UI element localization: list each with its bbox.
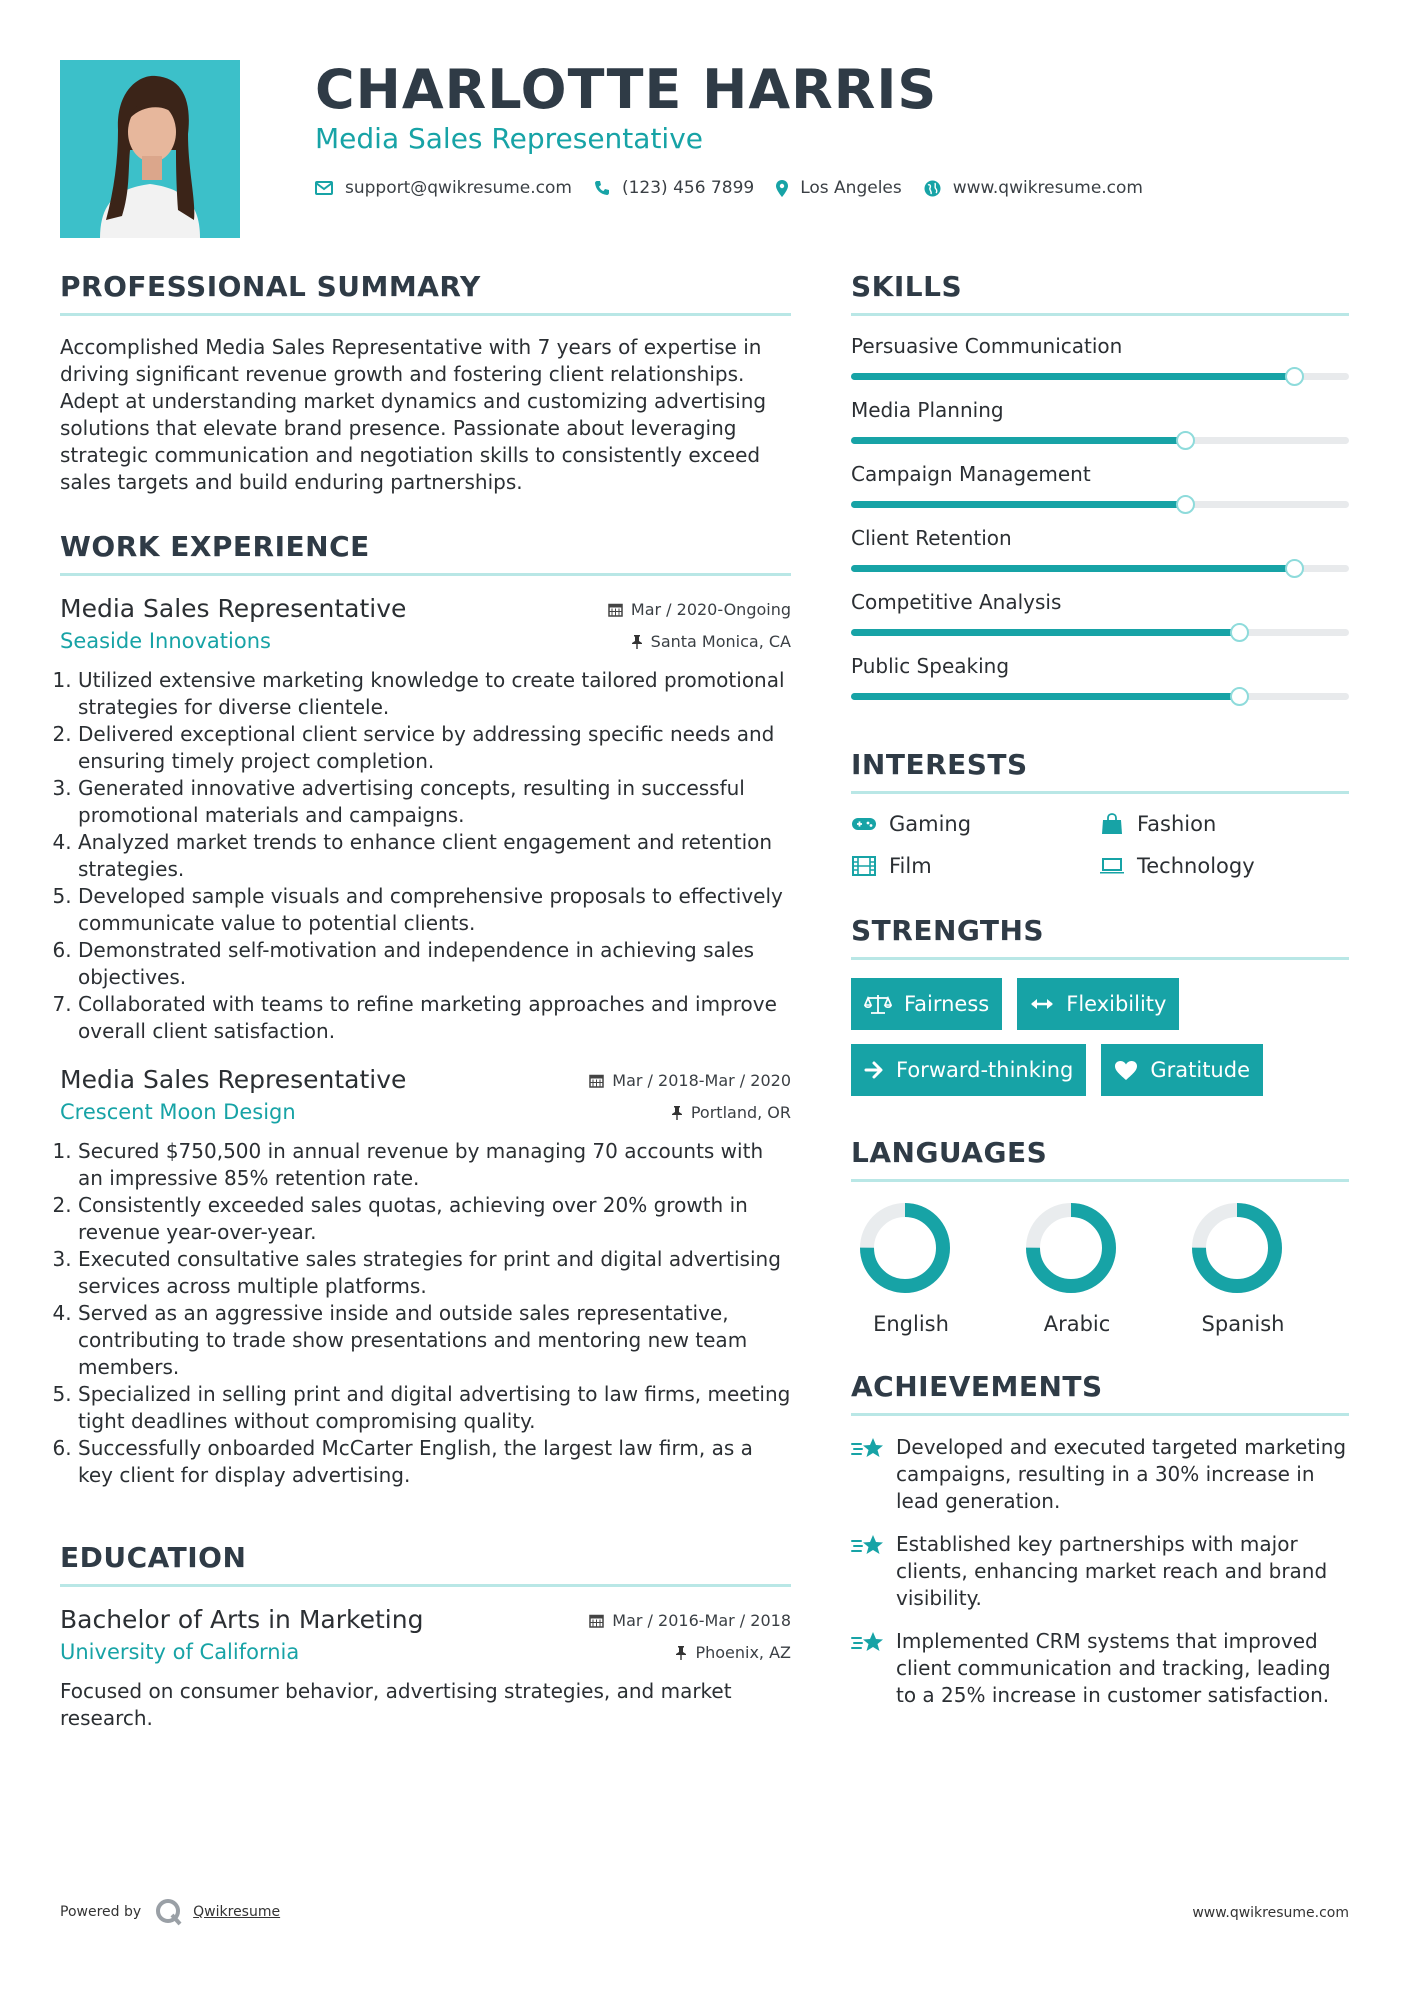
interest-label: Technology (1137, 854, 1255, 878)
achievement-item (851, 1531, 1349, 1612)
duty-item: 2. Delivered exceptional client service by addressing specific needs and ensuring timely project completion. (78, 721, 791, 775)
duty-item: 3. Executed consultative sales strategies for print and digital advertising services across multiple platforms. (78, 1246, 791, 1300)
interest-label: Gaming (889, 812, 972, 836)
skill-fill (851, 373, 1294, 380)
contact-bar (315, 178, 1165, 198)
school-location (675, 1643, 791, 1662)
footer-url[interactable]: www.qwikresume.com (1192, 1905, 1349, 1921)
language-ring (1023, 1200, 1119, 1296)
pin-icon (675, 1645, 687, 1660)
job-location (671, 1103, 791, 1122)
summary-text: Accomplished Media Sales Representative with 7 years of expertise in driving significant revenue growth and fostering client relationships. Adept at understanding market dynamics and customizing advertising solutions that elevate brand presence. Passionate about leveraging strategic communication and negotiation skills to consistently exceed sales targets and build enduring partnerships. (60, 335, 767, 494)
language-ring (1189, 1200, 1285, 1296)
skills-heading: SKILLS (851, 270, 1349, 316)
duty-item: 1. Secured $750,500 in annual revenue by managing 70 accounts with an impressive 85% retention rate. (78, 1138, 791, 1192)
pin-icon (671, 1105, 683, 1120)
qwikresume-logo-icon (155, 1898, 183, 1926)
job-location-text: Santa Monica, CA (650, 631, 791, 651)
achievement-text: Developed and executed targeted marketing campaigns, resulting in a 30% increase in lead generation. (896, 1435, 1347, 1513)
interests-grid (851, 812, 1349, 878)
achievement-item (851, 1434, 1349, 1515)
shooting-star-icon (851, 1436, 885, 1462)
candidate-role: Media Sales Representative (315, 122, 703, 155)
profile-photo (60, 60, 240, 238)
job-entry (60, 1065, 791, 1489)
languages-list (851, 1200, 1349, 1336)
qwikresume-link[interactable]: Qwikresume (193, 1904, 281, 1920)
school-location-text: Phoenix, AZ (695, 1642, 791, 1662)
calendar-icon (608, 602, 623, 617)
interest-label: Fashion (1137, 812, 1217, 836)
achievements-list (851, 1434, 1349, 1709)
skill-knob (1176, 431, 1195, 450)
gamepad-icon (851, 816, 877, 832)
film-icon (851, 856, 877, 876)
skill-name: Public Speaking (851, 654, 1010, 678)
strength-badge (851, 1044, 1086, 1096)
interest-item (851, 812, 1099, 836)
skill-knob (1285, 559, 1304, 578)
contact-website-text: www.qwikresume.com (952, 178, 1143, 198)
skill-knob (1285, 367, 1304, 386)
job-title: Media Sales Representative (60, 1065, 407, 1094)
calendar-icon (589, 1613, 604, 1628)
strength-badge (1017, 978, 1179, 1030)
skill-bar (851, 501, 1349, 508)
skill-name: Campaign Management (851, 462, 1091, 486)
phone-icon (594, 180, 610, 196)
skill-name: Competitive Analysis (851, 590, 1062, 614)
contact-phone[interactable] (594, 178, 754, 198)
candidate-name: CHARLOTTE HARRIS (315, 58, 938, 121)
balance-scale-icon (864, 993, 892, 1015)
skill-fill (851, 693, 1239, 700)
left-column (60, 270, 791, 1752)
strength-label: Fairness (904, 992, 990, 1016)
interest-label: Film (889, 854, 932, 878)
skill-bar (851, 629, 1349, 636)
duty-item: 6. Demonstrated self-motivation and independence in achieving sales objectives. (78, 937, 791, 991)
skill-fill (851, 501, 1185, 508)
language-label: Arabic (1043, 1312, 1111, 1336)
shooting-star-icon (851, 1630, 885, 1656)
skill-bar (851, 565, 1349, 572)
arrow-right-icon (864, 1060, 884, 1080)
strength-label: Gratitude (1150, 1058, 1250, 1082)
summary-heading: PROFESSIONAL SUMMARY (60, 270, 791, 316)
interest-item (1099, 812, 1349, 836)
pin-icon (631, 634, 643, 649)
skill-item (851, 334, 1349, 380)
achievement-item (851, 1628, 1349, 1709)
envelope-icon (315, 181, 333, 195)
skill-knob (1230, 687, 1249, 706)
job-date-text: Mar / 2018-Mar / 2020 (612, 1071, 791, 1090)
duty-item: 4. Analyzed market trends to enhance client engagement and retention strategies. (78, 829, 791, 883)
job-location (631, 632, 791, 651)
job-date (589, 1071, 791, 1090)
interest-item (1099, 854, 1349, 878)
skill-fill (851, 629, 1239, 636)
degree-title: Bachelor of Arts in Marketing (60, 1605, 424, 1634)
globe-icon (924, 180, 941, 197)
job-title: Media Sales Representative (60, 594, 407, 623)
strength-label: Flexibility (1066, 992, 1167, 1016)
strengths-list (851, 978, 1349, 1096)
skill-bar (851, 693, 1349, 700)
education-date-text: Mar / 2016-Mar / 2018 (612, 1611, 791, 1630)
shooting-star-icon (851, 1533, 885, 1559)
duty-item: 5. Developed sample visuals and comprehensive proposals to effectively communicate value to potential clients. (78, 883, 791, 937)
education-date (589, 1611, 791, 1630)
language-label: English (873, 1312, 949, 1336)
interests-heading: INTERESTS (851, 748, 1349, 794)
experience-heading: WORK EXPERIENCE (60, 530, 791, 576)
skill-fill (851, 565, 1294, 572)
contact-location (776, 178, 902, 198)
heart-icon (1114, 1060, 1138, 1081)
achievement-text: Implemented CRM systems that improved client communication and tracking, leading to a 25% increase in customer satisfaction. (896, 1629, 1331, 1707)
skill-item (851, 526, 1349, 572)
language-label: Spanish (1201, 1312, 1285, 1336)
achievements-heading: ACHIEVEMENTS (851, 1370, 1349, 1416)
skill-name: Media Planning (851, 398, 1004, 422)
language-item (1183, 1200, 1349, 1336)
skill-bar (851, 437, 1349, 444)
contact-phone-text: (123) 456 7899 (621, 178, 755, 198)
language-item (851, 1200, 1017, 1336)
strength-badge (851, 978, 1002, 1030)
calendar-icon (589, 1073, 604, 1088)
interest-item (851, 854, 1099, 878)
skill-item (851, 398, 1349, 444)
contact-location-text: Los Angeles (800, 178, 902, 198)
strengths-heading: STRENGTHS (851, 914, 1349, 960)
skill-name: Client Retention (851, 526, 1012, 550)
skill-knob (1230, 623, 1249, 642)
job-location-text: Portland, OR (690, 1102, 791, 1122)
contact-email-text: support@qwikresume.com (345, 178, 572, 198)
languages-heading: LANGUAGES (851, 1136, 1349, 1182)
language-ring (857, 1200, 953, 1296)
shopping-bag-icon (1099, 813, 1125, 835)
skills-list (851, 334, 1349, 700)
job-date-text: Mar / 2020-Ongoing (630, 600, 791, 619)
skill-name: Persuasive Communication (851, 334, 1123, 358)
skill-fill (851, 437, 1185, 444)
education-description: Focused on consumer behavior, advertising strategies, and market research. (60, 1679, 732, 1730)
duty-item: 3. Generated innovative advertising concepts, resulting in successful promotional materials and campaigns. (78, 775, 791, 829)
job-date (608, 600, 791, 619)
duty-item: 1. Utilized extensive marketing knowledge to create tailored promotional strategies for diverse clientele. (78, 667, 791, 721)
footer-powered-by (60, 1898, 280, 1926)
strength-label: Forward-thinking (896, 1058, 1074, 1082)
job-company: Seaside Innovations (60, 629, 271, 653)
duty-item: 4. Served as an aggressive inside and outside sales representative, contributing to trade show presentations and mentoring new team members. (78, 1300, 791, 1381)
skill-bar (851, 373, 1349, 380)
strength-badge (1101, 1044, 1263, 1096)
job-entry (60, 594, 791, 1045)
laptop-icon (1099, 857, 1125, 875)
language-item (1017, 1200, 1183, 1336)
skill-knob (1176, 495, 1195, 514)
skill-item (851, 590, 1349, 636)
duty-list (60, 1138, 791, 1489)
duty-item: 2. Consistently exceeded sales quotas, achieving over 20% growth in revenue year-over-year. (78, 1192, 791, 1246)
skill-item (851, 462, 1349, 508)
education-entry (60, 1605, 791, 1732)
skill-item (851, 654, 1349, 700)
map-pin-icon (776, 180, 788, 197)
duty-item: 7. Collaborated with teams to refine marketing approaches and improve overall client satisfaction. (78, 991, 791, 1045)
contact-website[interactable] (924, 178, 1143, 198)
duty-item: 6. Successfully onboarded McCarter English, the largest law firm, as a key client for display advertising. (78, 1435, 791, 1489)
duty-item: 5. Specialized in selling print and digital advertising to law firms, meeting tight deadlines without compromising quality. (78, 1381, 791, 1435)
arrows-horizontal-icon (1030, 997, 1054, 1011)
powered-by-label: Powered by (60, 1904, 142, 1920)
job-company: Crescent Moon Design (60, 1100, 296, 1124)
school-name: University of California (60, 1640, 300, 1664)
achievement-text: Established key partnerships with major clients, enhancing market reach and brand visibility. (896, 1532, 1328, 1610)
education-heading: EDUCATION (60, 1541, 791, 1587)
contact-email[interactable] (315, 178, 572, 198)
right-column (851, 270, 1349, 1725)
duty-list (60, 667, 791, 1045)
